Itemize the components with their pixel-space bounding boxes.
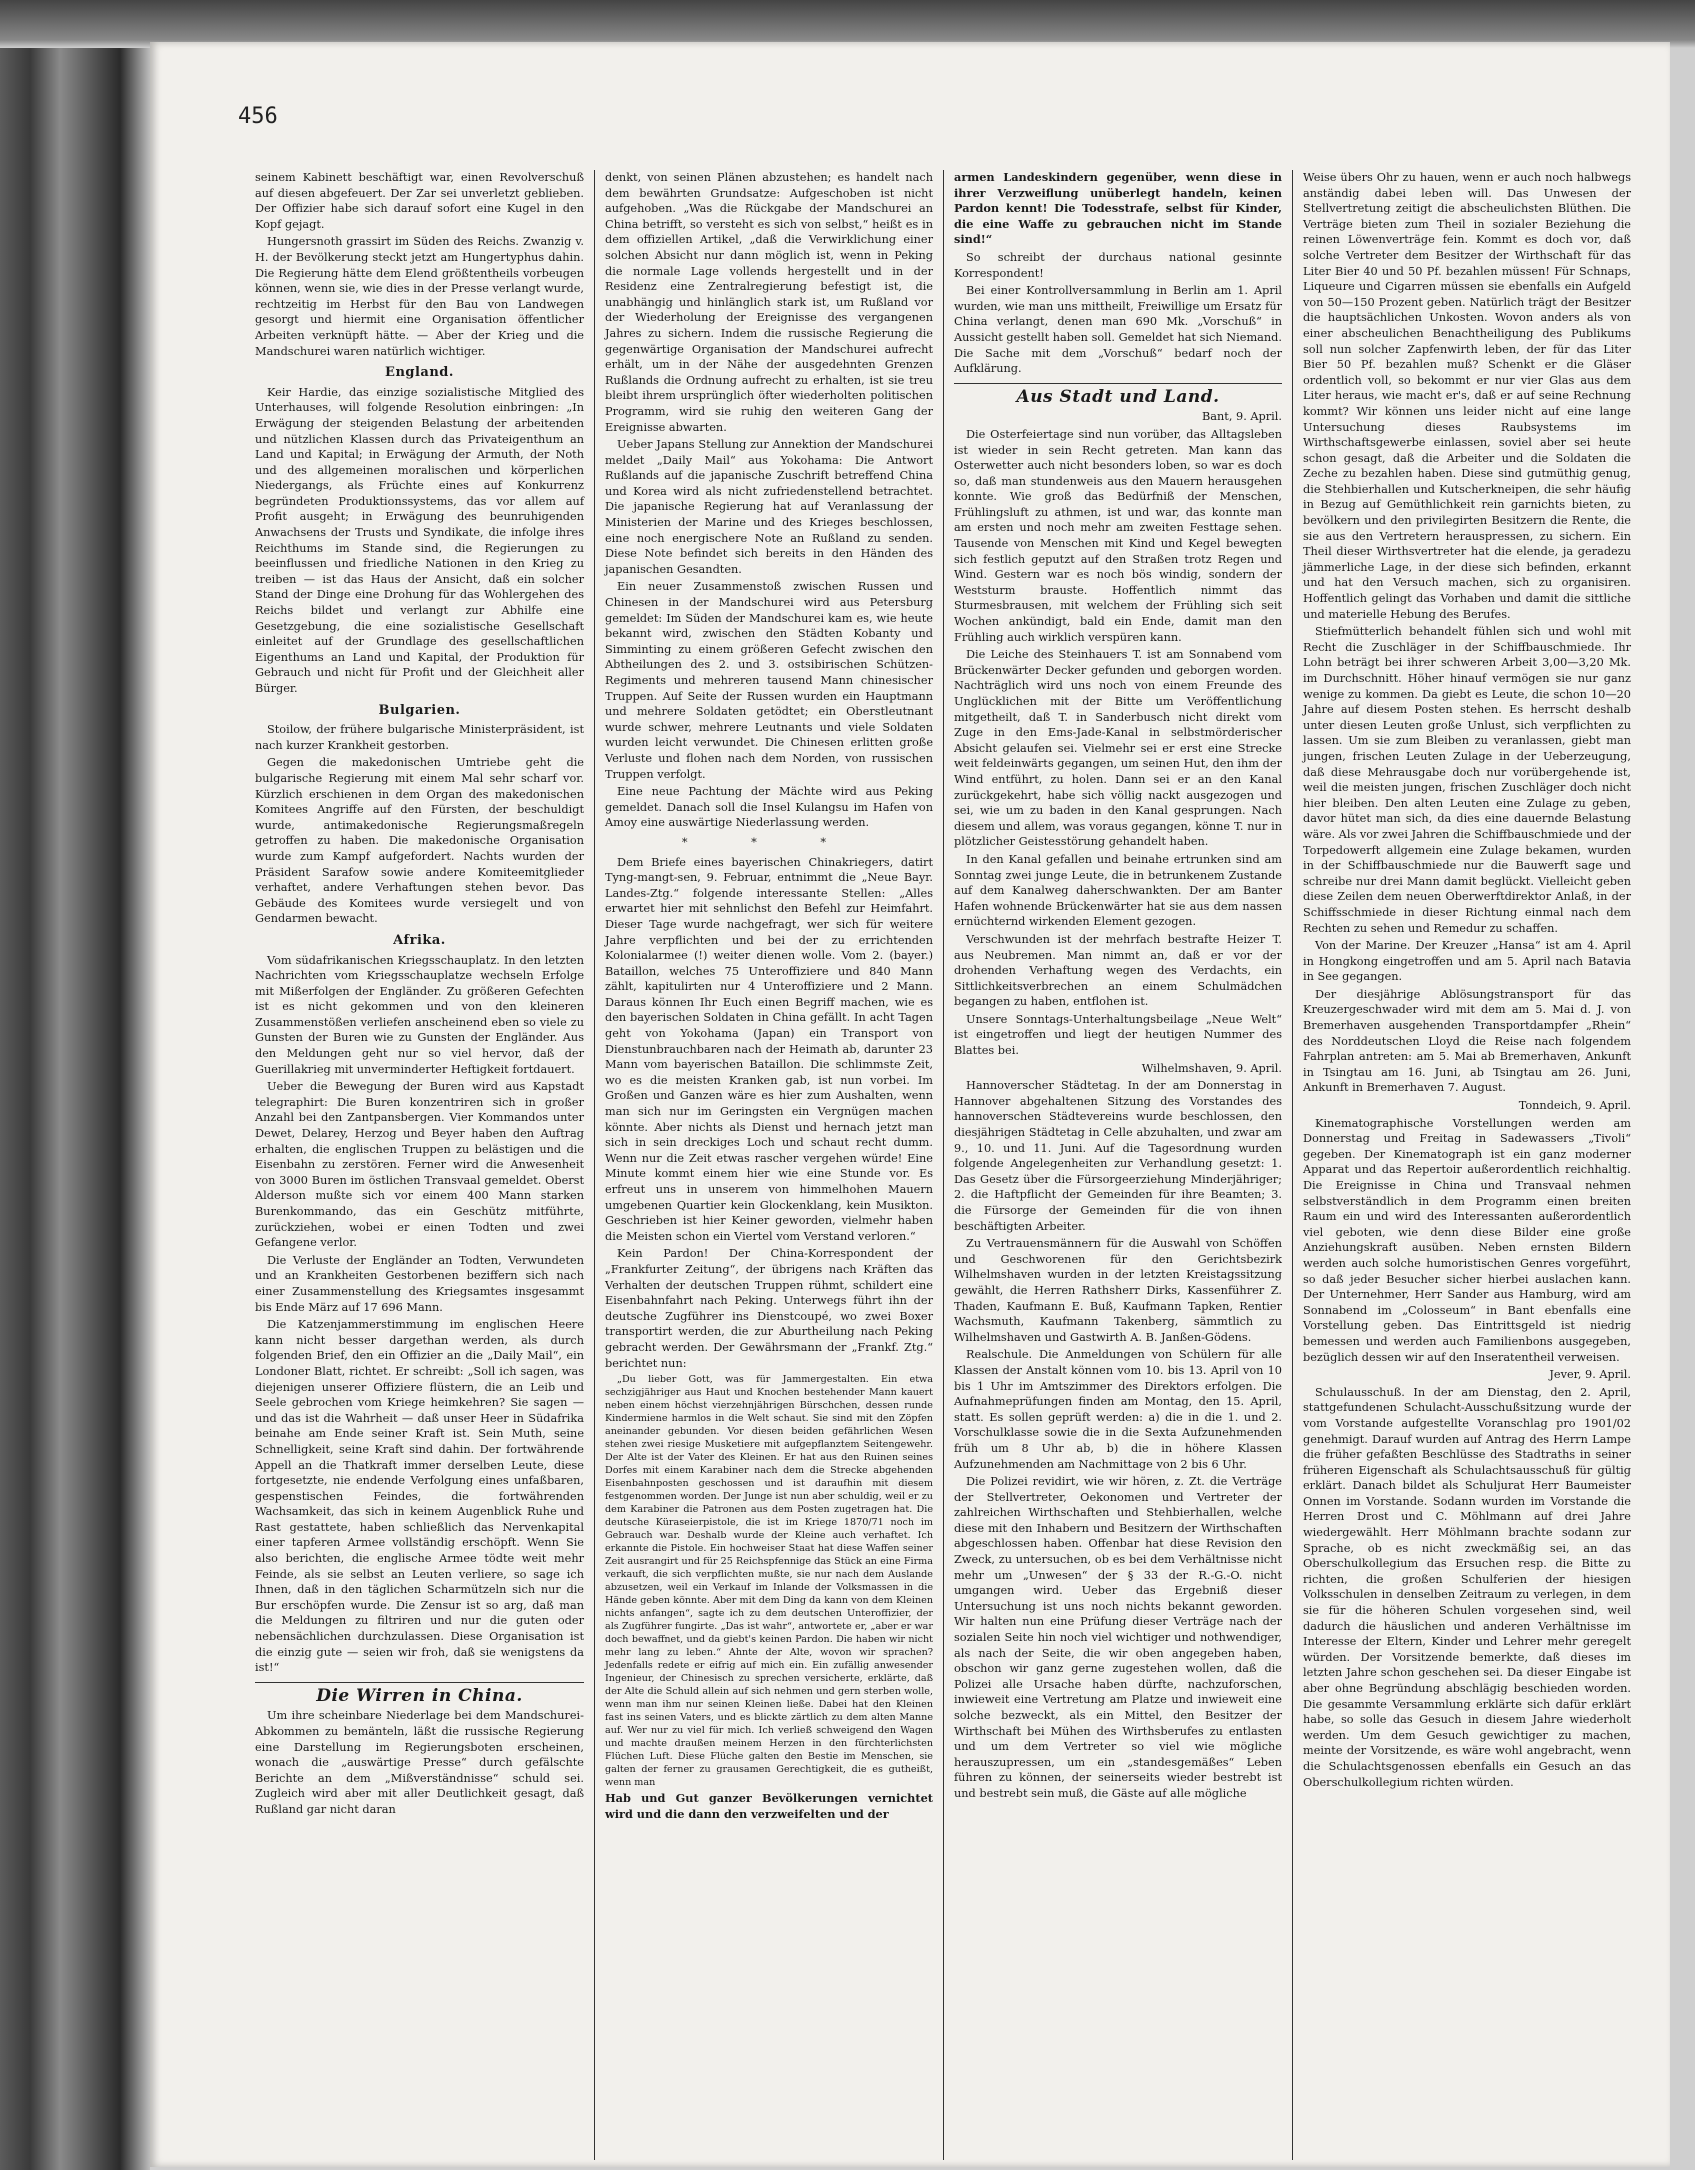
article-text: Der diesjährige Ablösungstransport für das Kreuzergeschwader wird mit dem am 5. Mai d. J. von Bremerhaven ausgehenden Transportdampfer „Rhein“ des Norddeutschen Lloyd die Reise nach folgendem Fahrplan antreten: am 5. Mai ab Bremerhaven, Ankunft in Tsingtau am 16. Juni, ab Tsingtau am 26. Juni, Ankunft in Bremerhaven 7. August.	[1303, 987, 1631, 1095]
section-heading-england: England.	[385, 365, 454, 381]
article-text: Gegen die makedonischen Umtriebe geht die bulgarische Regierung mit einem Mal sehr scharf vor. Kürzlich erschienen in dem Organ des makedonischen Komitees Angriffe auf den Fürsten, der beschuldigt wurde, antimakedonische Regierungsmaßregeln getroffen zu haben. Die makedonische Organisation wurde zum Kampf aufgefordert. Nachts wurden der Präsident Sarafow sowie andere Komiteemitglieder verhaftet, andere Verhaftungen stehen bevor. Das Gebäude des Komitees wurde versiegelt und von Gendarmen bewacht.	[255, 756, 584, 926]
dateline: Bant, 9. April.	[1201, 410, 1282, 424]
article-text: Die Katzenjammerstimmung im englischen Heere kann nicht besser dargethan werden, als durch folgenden Brief, den ein Offizier an die „Daily Mail“, ein Londoner Blatt, richtet. Er schreibt: „Soll ich sagen, was diejenigen unserer Offiziere flüstern, die an Leib und Seele gebrochen vom Kriege heimkehren? Sie sagen — und das ist die Wahrheit — daß unser Heer in Südafrika beinahe am Ende seiner Kraft ist. Sein Muth, seine Schnelligkeit, seine Kraft sind dahin. Der fortwährende Appell an die Thatkraft immer derselben Leute, diese fortgesetzte, nie endende Verfolgung eines unfaßbaren, gespenstischen Feindes, die fortwährenden Wachsamkeit, das sich in keinem Augenblick Ruhe und Rast gestattete, haben schließlich das Nervenkapital einer tapferen Armee vollständig erschöpft. Wenn Sie also berichten, die englische Armee tödte weit mehr Feinde, als sie selbst an Leuten verliere, so sage ich Ihnen, daß in den täglichen Scharmützeln sich nur die Bur erschöpfen wurde. Die Zensur ist so arg, daß man die Meldungen zu filtriren und nur die guten oder nebensächlichen durchzulassen. Diese Organisation ist die einzig gute — seien wir froh, daß sie wenigstens da ist!“	[255, 1318, 584, 1675]
divider	[954, 383, 1282, 384]
page-number: 456	[238, 104, 278, 129]
article-text: Um ihre scheinbare Niederlage bei dem Mandschurei-Abkommen zu bemänteln, läßt die russische Regierung eine Darstellung im Regierungsboten erscheinen, wonach die „auswärtige Presse“ durch gefälschte Berichte an dem „Mißverständnisse“ schuld sei. Zugleich wird aber mit aller Deutlichkeit gesagt, daß Rußland gar nicht daran	[255, 1709, 584, 1816]
article-text: Ein neuer Zusammenstoß zwischen Russen und Chinesen in der Mandschurei wird aus Petersburg gemeldet: Im Süden der Mandschurei kam es, wie heute bekannt wird, zwischen den Städten Kobanty und Simminting zu einem größeren Gefecht zwischen den Abtheilungen des 2. und 3. ostsibirischen Schützen-Regiments und mehreren tausend Mann chinesischer Truppen. Auf Seite der Russen wurden ein Hauptmann und mehrere Soldaten getödtet; ein Oberstleutnant wurde schwer, mehrere Leutnants und viele Soldaten wurden leicht verwundet. Die Chinesen erlitten große Verluste und flohen nach dem Norden, von russischen Truppen verfolgt.	[605, 580, 933, 781]
article-text: Hab und Gut ganzer Bevölkerungen vernichtet wird und die dann den verzweifelten und der	[605, 1791, 933, 1821]
article-text: Stiefmütterlich behandelt fühlen sich und wohl mit Recht die Zuschläger in der Schiffbauschmiede. Ihr Lohn beträgt bei ihrer schweren Arbeit 3,00—3,20 Mk. im Durchschnitt. Höher hinauf vermögen sie nur ganz wenige zu kommen. Da giebt es Leute, die schon 10—20 Jahre auf diesem Posten stehen. Es herrscht deshalb unter diesen Leuten große Unlust, sich verpflichten zu lassen. Um sie zum Bleiben zu veranlassen, giebt man jungen, frischen Leuten Zulage in der Ueberzeugung, daß diese Mehrausgabe doch nur vorübergehende ist, weil die meisten jungen, frischen Zuschläger doch nicht hier bleiben. Den alten Leuten eine Zulage zu geben, davor hütet man sich, da dies eine dauernde Belastung wäre. Als vor zwei Jahren die Schiffbauschmiede und der Torpedowerft allgemein eine Zulage bekamen, wurden in der Schiffbauschmiede nur die Bauwerft sage und schreibe nur drei Mann damit beglückt. Vielleicht geben diese Zeilen dem neuen Oberwerftdirektor Anlaß, in der Schiffsschmiede in dieser Richtung einmal nach dem Rechten zu sehen und Remedur zu schaffen.	[1303, 625, 1631, 935]
dateline: Jever, 9. April.	[1549, 1368, 1631, 1382]
article-text: Die Leiche des Steinhauers T. ist am Sonnabend vom Brückenwärter Decker gefunden und geborgen worden. Nachträglich wird uns noch von einem Freunde des Unglücklichen mit der Bitte um Veröffentlichung mitgetheilt, daß T. in Sanderbusch nicht direkt vom Zuge in den Ems-Jade-Kanal in selbstmörderischer Absicht gelaufen sei. Vielmehr sei er erst eine Strecke weit feldeinwärts gegangen, um seinen Hut, den ihm der Wind entführt, zu holen. Dann sei er an den Kanal zurückgekehrt, habe sich völlig nackt ausgezogen und sei, wie um zu baden in den Kanal gesprungen. Nach diesem und allem, was voraus gegangen, könne T. nur in plötzlicher Geistesstörung gehandelt haben.	[954, 648, 1282, 849]
divider	[255, 1682, 584, 1683]
dateline: Wilhelmshaven, 9. April.	[1141, 1061, 1282, 1075]
article-text: Kinematographische Vorstellungen werden am Donnerstag und Freitag in Sadewassers „Tivoli“ gegeben. Der Kinematograph ist ein ganz moderner Apparat und das Repertoir außerordentlich reichhaltig. Die Ereignisse in China und Transvaal nehmen selbstverständlich in dem Programm einen breiten Raum ein und wird des Interessanten außerordentlich viel geboten, wie denn diese Bilder eine große Anziehungskraft ausüben. Neben ernsten Bildern werden auch solche humoristischen Genres vorgeführt, so daß jeder Besucher sicher hierbei auslachen kann. Der Unternehmer, Herr Sander aus Hamburg, wird am Sonnabend im „Colosseum“ in Bant ebenfalls eine Vorstellung geben. Das Eintrittsgeld ist niedrig bemessen und werden auch Familienbons ausgegeben, bezüglich dessen wir auf den Inseratentheil verweisen.	[1303, 1116, 1631, 1364]
section-heading-stadt-und-land: Aus Stadt und Land.	[1016, 386, 1220, 407]
column-2	[594, 170, 943, 2160]
article-text: Die Verluste der Engländer an Todten, Verwundeten und an Krankheiten Gestorbenen beziffern sich nach einer Zusammenstellung des Kriegsamtes insgesammt bis Ende März auf 17 696 Mann.	[255, 1253, 584, 1314]
column-1	[245, 170, 594, 2160]
article-text: Unsere Sonntags-Unterhaltungsbeilage „Neue Welt“ ist eingetroffen und liegt der heutigen Nummer des Blattes bei.	[954, 1012, 1282, 1058]
article-text: Bei einer Kontrollversammlung in Berlin am 1. April wurden, wie man uns mittheilt, Freiwillige um Ersatz für China verlangt, denen man 690 Mk. „Vorschuß“ in Aussicht gestellt haben soll. Gemeldet hat sich Niemand. Die Sache mit dem „Vorschuß“ bedarf noch der Aufklärung.	[954, 284, 1282, 376]
article-text: denkt, von seinen Plänen abzustehen; es handelt nach dem bewährten Grundsatze: Aufgeschoben ist nicht aufgehoben. „Was die Rückgabe der Mandschurei an China betrifft, so versteht es sich von selbst,“ heißt es in dem offiziellen Artikel, „daß die Verwirklichung einer solchen Absicht nur dann möglich ist, wenn in Peking die normale Lage vollends hergestellt und in der Residenz eine Zentralregierung befestigt ist, die unabhängig und hinlänglich stark ist, um Rußland vor der Wiederholung der Ereignisse des vergangenen Jahres zu sichern. Indem die russische Regierung die gegenwärtige Organisation der Mandschurei aufrecht erhält, um in der Nähe der ausgedehnten Grenzen Rußlands die Ordnung aufrecht zu erhalten, ist sie treu bleibt ihrem ursprünglich öfter wiederholten politischen Programm, wird sie ruhig den weiteren Gang der Ereignisse abwarten.	[605, 171, 933, 434]
article-text: Die Polizei revidirt, wie wir hören, z. Zt. die Verträge der Stellvertreter, Oekonomen und Vertreter der zahlreichen Wirthschaften und Stehbierhallen, welche diese mit den Inhabern und Besitzern der Wirthschaften abgeschlossen haben. Offenbar hat diese Revision den Zweck, zu untersuchen, ob es bei dem Verhältnisse nicht mehr um „Unwesen“ der § 33 der R.-G.-O. nicht umgangen wird. Ueber das Ergebniß dieser Untersuchung ist uns noch nichts bekannt geworden. Wir halten nun eine Prüfung dieser Verträge nach der sozialen Seite hin noch viel wichtiger und nothwendiger, als nach der Seite, die wir oben angegeben haben, obschon wir ganz gerne zugestehen wollen, daß die Polizei alle Ursache haben dürfte, nachzuforschen, inwieweit eine Vertretung am Platze und inwieweit eine solche bezweckt, als ein Mittel, den Besitzer der Wirthschaft bei Mühen des Wirthsberufes zu entlasten und um dem Vertreter so viel wie mögliche herauszupressen, um ein „standesgemäßes“ Leben führen zu können, der seinerseits wieder bestrebt ist und bestrebt sein muß, die Gäste auf alle mögliche	[954, 1475, 1282, 1800]
column-3	[943, 170, 1292, 2160]
article-text: Schulausschuß. In der am Dienstag, den 2. April, stattgefundenen Schulacht-Ausschußsitzung wurde der vom Vorstande aufgestellte Voranschlag pro 1901/02 genehmigt. Darauf wurden auf Antrag des Herrn Lampe die früher gefaßten Beschlüsse des Stadtraths in seiner früheren Eigenschaft als Schulachtsausschuß für gültig erklärt. Danach bildet als Schuljurat Herr Baumeister Onnen im Vorstande. Sodann wurden im Vorstande die Herren Drost und C. Möhlmann auf drei Jahre wiedergewählt. Herr Möhlmann brachte sodann zur Sprache, ob es nicht zweckmäßig sei, an das Oberschulkollegium das Ersuchen resp. die Bitte zu richten, die großen Schulferien der hiesigen Volksschulen in denselben Zeitraum zu verlegen, in dem sie für die höheren Schulen vorgesehen sind, weil dadurch die häuslichen und anderen Verhältnisse im Interesse der Eltern, Kinder und Lehrer mehr geregelt würden. Der Vorsitzende bemerkte, daß dieses im letzten Jahre schon geschehen sei. Da dieser Eingabe ist aber ohne Begründung abschlägig beschieden worden. Die gesammte Versammlung erklärte sich dafür erklärt habe, so solle das Gesuch in diesem Jahre wiederholt werden. Um dem Gesuch gewichtiger zu machen, meinte der Vorsitzende, es wäre wohl angebracht, wenn die Schulachtsgenossen ebenfalls ein Gesuch an das Oberschulkollegium richten würden.	[1303, 1385, 1631, 1789]
section-separator: * * *	[681, 835, 857, 849]
section-heading-afrika: Afrika.	[393, 932, 446, 948]
section-heading-bulgarien: Bulgarien.	[378, 702, 461, 718]
article-text: Ueber die Bewegung der Buren wird aus Kapstadt telegraphirt: Die Buren konzentriren sich in großer Anzahl bei den Zantpansbergen. Vier Kommandos unter Dewet, Delarey, Herzog und Beyer haben den Auftrag erhalten, die englischen Truppen zu belästigen und die Eisenbahn zu zerstören. Ferner wird die Anwesenheit von 3000 Buren im östlichen Transvaal gemeldet. Oberst Alderson mußte sich vor einem 400 Mann starken Burenkommando, das ein Geschütz mitführte, zurückziehen, wobei er einen Todten und zwei Gefangene verlor.	[255, 1080, 584, 1250]
article-text: seinem Kabinett beschäftigt war, einen Revolverschuß auf diesen abgefeuert. Der Zar sei unverletzt geblieben. Der Offizier habe sich darauf sofort eine Kugel in den Kopf gejagt.	[255, 171, 584, 231]
article-text: Stoilow, der frühere bulgarische Ministerpräsident, ist nach kurzer Krankheit gestorben.	[255, 723, 584, 752]
article-text: Verschwunden ist der mehrfach bestrafte Heizer T. aus Neubremen. Man nimmt an, daß er vor der drohenden Verhaftung wegen des Verdachts, ein Sittlichkeitsverbrechen an einem Schulmädchen begangen zu haben, entflohen ist.	[954, 932, 1282, 1009]
section-heading-wirren: Die Wirren in China.	[316, 1685, 523, 1706]
columns-container	[245, 170, 1643, 2160]
dateline: Tonndeich, 9. April.	[1518, 1099, 1631, 1113]
article-text: Dem Briefe eines bayerischen Chinakriegers, datirt Tyng-mangt-sen, 9. Februar, entnimmt die „Neue Bayr. Landes-Ztg.“ folgende interessante Stellen: „Alles erwartet hier mit sehnlichst den Befehl zur Heimfahrt. Dieser Tage wurde nachgefragt, wer sich für weitere Jahre verpflichten und bei der zu errichtenden Kolonialarmee (!) weiter dienen wolle. Vom 2. (bayer.) Bataillon, welches 75 Unteroffiziere und 840 Mann zählt, kapitulirten nur 4 Unteroffiziere und 2 Mann. Daraus können Ihr Euch einen Begriff machen, wie es den bayerischen Soldaten in China gefällt. In acht Tagen geht von Yokohama (Japan) ein Transport von Dienstunbrauchbaren nach der Heimath ab, darunter 23 Mann vom bayerischen Bataillon. Die schlimmste Zeit, wo es die meisten Kranken gab, ist nun vorbei. Im Großen und Ganzen wäre es hier zum Aushalten, wenn man sich nur im Geringsten ein Vergnügen machen könnte. Aber nichts als Dienst und hernach jetzt man sich in sein dreckiges Loch und schaut recht dumm. Wenn nur die Zeit etwas rascher vergehen würde! Eine Minute kommt einem hier wie eine Stunde vor. Es erfreut uns in unserem von himmelhohen Mauern umgebenen Quartier kein Glockenklang, kein Musikton. Geschrieben ist hier Keiner geworden, vielmehr haben die Meisten schon ein Viertel vom Verstand verloren.“	[605, 855, 933, 1243]
article-text: Realschule. Die Anmeldungen von Schülern für alle Klassen der Anstalt können vom 10. bis 13. April von 10 bis 1 Uhr im Amtszimmer des Direktors erfolgen. Die Aufnahmeprüfungen finden am Montag, den 15. April, statt. Es sollen geprüft werden: a) die in die 1. und 2. Vorschulklasse sowie die in die Sexta Aufzunehmenden früh um 8 Uhr ab, b) die in höhere Klassen Aufzunehmenden am Nachmittage von 2 bis 6 Uhr.	[954, 1348, 1282, 1471]
article-text: Die Osterfeiertage sind nun vorüber, das Alltagsleben ist wieder in sein Recht getreten. Man kann das Osterwetter auch nicht besonders loben, so war es doch so, daß man stundenweis aus den Mauern herausgehen konnte. Wie groß das Bedürfniß der Menschen, Frühlingsluft zu athmen, ist und war, das konnte man am ersten und noch mehr am zweiten Festtage sehen. Tausende von Menschen mit Kind und Kegel bewegten sich festlich geputzt auf den Straßen trotz Regen und Wind. Gestern war es noch bös windig, sondern der Weststurm brauste. Hoffentlich nimmt das Sturmesbrausen, mit welchem der Frühling sich seit Wochen ankündigt, bald ein Ende, damit man den Frühling auch wirklich verspüren kann.	[954, 427, 1282, 644]
article-text: In den Kanal gefallen und beinahe ertrunken sind am Sonntag zwei junge Leute, die in betrunkenem Zustande auf dem Kanalweg daherschwankten. Der am Banter Hafen wohnende Brückenwärter hat sie aus dem nassen ernüchternd wirkenden Element gezogen.	[954, 852, 1282, 929]
book-binding-edge	[0, 0, 150, 2170]
article-text: Ueber Japans Stellung zur Annektion der Mandschurei meldet „Daily Mail“ aus Yokohama: Die Antwort Rußlands auf die japanische Zuschrift betreffend China und Korea wird als nicht zufriedenstellend betrachtet. Die japanische Regierung hat auf Veranlassung der Ministerien der Marine und des Krieges beschlossen, eine noch energischere Note an Rußland zu senden. Diese Note befindet sich bereits in den Händen des japanischen Gesandten.	[605, 438, 933, 576]
newspaper-page	[150, 42, 1670, 2167]
article-text: Weise übers Ohr zu hauen, wenn er auch noch halbwegs anständig dabei leben will. Das Unwesen der Stellvertretung zeitigt die abscheulichsten Blüthen. Die Verträge bieten zum Theil in sozialer Beziehung die reinen Löwenverträge fein. Kommt es doch vor, daß solche Vertreter dem Besitzer der Wirthschaft für das Liter Bier 40 und 50 Pf. bezahlen müssen! Für Schnaps, Liqueure und Cigarren müssen sie ebenfalls ein Aufgeld von 50—150 Prozent geben. Natürlich trägt der Besitzer die hauptsächlichen Unkosten. Wovon anders als von einer abscheulichen Benachtheiligung des Publikums soll nun solcher Zapfenwirth leben, der für das Liter Bier 50 Pf. bezahlen muß? Schenkt er die Gläser ordentlich voll, so bekommt er nur vier Glas aus dem Liter heraus, wie macht er's, daß er auf seine Rechnung kommt? Wir können uns leider nicht auf eine lange Untersuchung dieses Raubsystems im Wirthschaftsgewerbe einlassen, soviel aber sei heute schon gesagt, daß die Arbeiter und die Soldaten die Zeche zu bezahlen haben. Diese sind gutmüthig genug, die Stehbierhallen und Kutscherkneipen, die sehr häufig in Bezug auf Gemüthlichkeit rein garnichts bieten, zu bevölkern und den privilegirten Besitzern die Rente, die sie aus den Vertretern herauspressen, zu sichern. Ein Theil dieser Wirthsvertreter hat die elende, ja geradezu jämmerliche Lage, in der diese sich befinden, erkannt und hat den Versuch machen, sich zu organisiren. Hoffentlich gelingt das Vorhaben und damit die sittliche und materielle Hebung des Berufes.	[1303, 171, 1631, 621]
article-text: Eine neue Pachtung der Mächte wird aus Peking gemeldet. Danach soll die Insel Kulangsu im Hafen von Amoy eine auswärtige Niederlassung werden.	[605, 785, 933, 830]
article-text: Keir Hardie, das einzige sozialistische Mitglied des Unterhauses, will folgende Resolution einbringen: „In Erwägung der steigenden Belastung der arbeitenden und nützlichen Klassen durch das Privateigenthum an Land und Kapital; in Erwägung der Armuth, der Noth und des allgemeinen moralischen und körperlichen Niedergangs, als Früchte eines auf Konkurrenz begründeten Produktionssystems, das vor allem auf Profit ausgeht; in Erwägung des beunruhigenden Anwachsens der Trusts und Syndikate, die infolge ihres Reichthums im Stande sind, die Regierungen zu beeinflussen und friedliche Nationen in den Krieg zu treiben — ist das Haus der Ansicht, daß ein solcher Stand der Dinge eine Drohung für das Wohlergehen des Reichs bildet und verlangt zur Abhilfe eine Gesetzgebung, die eine sozialistische Gesellschaft einleitet auf der Grundlage des gesellschaftlichen Eigenthums an Land und Kapital, der Produktion für Gebrauch und nicht für Profit und der Gleichheit aller Bürger.	[255, 385, 584, 695]
article-text: Vom südafrikanischen Kriegsschauplatz. In den letzten Nachrichten vom Kriegsschauplatze wechseln Erfolge mit Mißerfolgen der Engländer. Zu größeren Gefechten ist es nicht gekommen und von den kleineren Zusammenstößen verliefen anscheinend eben so viele zu Gunsten der Buren wie zu Gunsten der Engländer. Aus den Meldungen geht nur so viel hervor, daß der Guerillakrieg mit unverminderter Heftigkeit fortdauert.	[255, 953, 584, 1076]
book-top-edge	[0, 0, 1695, 48]
article-text: Kein Pardon! Der China-Korrespondent der „Frankfurter Zeitung“, der übrigens nach Kräften das Verhalten der deutschen Truppen rühmt, schildert eine Eisenbahnfahrt nach Peking. Unterwegs führt ihn der deutsche Zugführer ins Dienstcoupé, wo zwei Boxer transportirt werden, die zur Aburtheilung nach Peking gebracht werden. Der Gewährsmann der „Frankf. Ztg.“ berichtet nun:	[605, 1247, 933, 1370]
article-text: Von der Marine. Der Kreuzer „Hansa“ ist am 4. April in Hongkong eingetroffen und am 5. April nach Batavia in See gegangen.	[1303, 939, 1631, 984]
quoted-text: „Du lieber Gott, was für Jammergestalten. Ein etwa sechzigjähriger aus Haut und Knochen bestehender Mann kauert neben einem höchst vierzehnjährigen Bürschchen, dessen runde Kindermiene harmlos in die Welt schaut. Sie sind mit den Zöpfen aneinander gebunden. Vor diesen beiden gefährlichen Wesen stehen zwei riesige Musketiere mit aufgepflanztem Seitengewehr. Der Alte ist der Vater des Kleinen. Er hat aus den Ruinen seines Dorfes mit einem Karabiner nach dem die Strecke abgehenden Eisenbahnposten geschossen und ist daraufhin mit diesem festgenommen worden. Der Junge ist nun aber schuldig, weil er zu dem Karabiner die Patronen aus dem Posten zugetragen hat. Die deutsche Küraseierpistole, die ist im Kriege 1870/71 noch im Gebrauch war. Deshalb wurde der Kleine auch verhaftet. Ich erkannte die Pistole. Ein hochweiser Staat hat diese Waffen seiner Zeit ausrangirt und für 25 Reichspfennige das Stück an eine Firma verkauft, die sich verpflichten mußte, sie nur nach dem Auslande abzusetzen, weil ein Verkauf im Inlande der Volksmassen in die Hände geben könnte. Aber mit dem Ding da kann von dem Kleinen nichts anfangen“, sagte ich zu dem deutschen Unteroffizier, der als Zugführer fungirte. „Das ist wahr“, antwortete er, „aber er war doch bewaffnet, und da giebt's keinen Pardon. Die haben wir nicht mehr lang zu leben.“ Ahnte der Alte, wovon wir sprachen? Jedenfalls redete er eifrig auf mich ein. Ein zufällig anwesender Ingenieur, der Chinesisch zu sprechen versicherte, erklärte, daß der Alte die Schuld allein auf sich nehmen und gern sterben wolle, wenn man ihm nur seinen Kleinen ließe. Dabei hat den Kleinen fast ins seinen Vaters, und es blickte zärtlich zu dem alten Manne auf. Wer nur zu viel für mich. Ich verließ schweigend den Wagen und machte draußen meinem Herzen in den fürchterlichsten Flüchen Luft. Diese Flüche galten den Bestie im Menschen, sie galten der ferner zu grausamen Gerechtigkeit, die es gutheißt, wenn man	[605, 1374, 933, 1789]
article-text: So schreibt der durchaus national gesinnte Korrespondent!	[954, 250, 1282, 280]
column-4	[1292, 170, 1641, 2160]
article-text: Hungersnoth grassirt im Süden des Reichs. Zwanzig v. H. der Bevölkerung steckt jetzt am Hungertyphus dahin. Die Regierung hätte dem Elend größtentheils vorbeugen können, wenn sie, wie dies in der Presse verlangt wurde, rechtzeitig im Herbst für den Bau von Landwegen gesorgt und hiermit eine Organisation öffentlicher Arbeiten verknüpft hätte. — Aber der Krieg und die Mandschurei waren natürlich wichtiger.	[255, 235, 584, 358]
article-text: Zu Vertrauensmännern für die Auswahl von Schöffen und Geschworenen für den Gerichtsbezirk Wilhelmshaven wurden in der letzten Kreistagssitzung gewählt, die Herren Rathsherr Dirks, Kassenführer Z. Thaden, Kaufmann E. Buß, Kaufmann Tapken, Rentier Wachsmuth, Kaufmann Takenberg, sämmtlich zu Wilhelmshaven und Gastwirth A. B. Janßen-Gödens.	[954, 1237, 1282, 1344]
article-text: armen Landeskindern gegenüber, wenn diese in ihrer Verzweiflung unüberlegt handeln, keinen Pardon kennt! Die Todesstrafe, selbst für Kinder, die eine Waffe zu gebrauchen nicht im Stande sind!“	[954, 170, 1282, 247]
article-text: Hannoverscher Städtetag. In der am Donnerstag in Hannover abgehaltenen Sitzung des Vorstandes des hannoverschen Städtevereins wurde beschlossen, den diesjährigen Städtetag in Celle abzuhalten, und zwar am 9., 10. und 11. Juni. Auf die Tagesordnung wurden folgende Angelegenheiten zur Verhandlung gesetzt: 1. Das Gesetz über die Fürsorgeerziehung Minderjähriger; 2. die Haftpflicht der Gemeinden für ihre Beamten; 3. die Fürsorge der Gemeinden für die von ihnen beschäftigten Arbeiter.	[954, 1079, 1282, 1233]
